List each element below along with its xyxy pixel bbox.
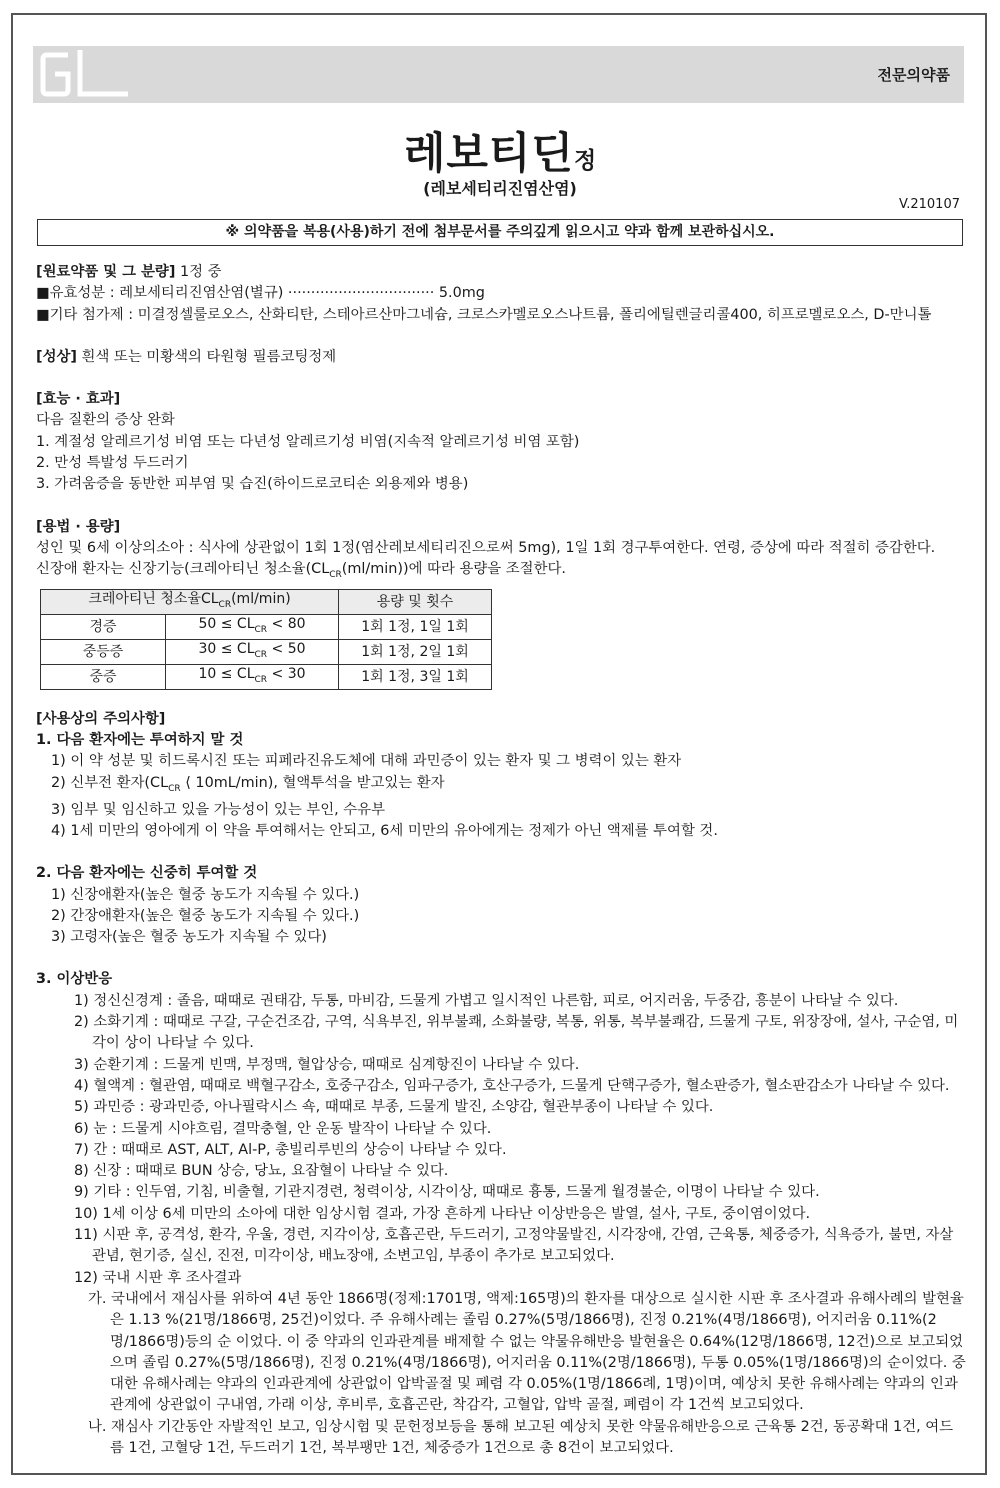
text-fragment: < 80 bbox=[267, 616, 306, 633]
adverse-item: 2) 소화기계 : 때때로 구갈, 구순건조감, 구역, 식욕부진, 위부불쾌, 소화불량, 복통, 위통, 복부불쾌감, 드물게 구토, 위장장애, 설사, 구순염, 미각이 상이 나타날 수 있다. bbox=[74, 1014, 959, 1052]
text-fragment: (ml/min) bbox=[231, 591, 291, 608]
adverse-item: 10) 1세 이상 6세 미만의 소아에 대한 임상시험 결과, 가장 흔하게 나타난 이상반응은 발열, 설사, 구토, 중이염이었다. bbox=[74, 1205, 811, 1222]
adverse-item: 9) 기타 : 인두염, 기침, 비출혈, 기관지경련, 청력이상, 시각이상, 때때로 흉통, 드물게 월경불순, 이명이 나타날 수 있다. bbox=[74, 1184, 820, 1201]
dosage-line bbox=[36, 559, 966, 586]
adverse-item: 5) 과민증 : 광과민증, 아나필락시스 쇽, 때때로 부종, 드물게 발진, 소양감, 혈관부종이 나타날 수 있다. bbox=[74, 1099, 714, 1116]
efficacy-line: 1. 계절성 알레르기성 비염 또는 다년성 알레르기성 비염(지속적 알레르기성 비염 포함) bbox=[36, 433, 580, 450]
range-cell bbox=[166, 615, 339, 640]
severity-cell: 경증 bbox=[41, 615, 166, 640]
text-fragment: < 30 bbox=[267, 665, 306, 682]
table-header-dose: 용량 및 횟수 bbox=[339, 590, 492, 615]
active-ingredient: ■유효성분 : 레보세티리진염산염(별규) ································ 5.0mg bbox=[36, 285, 485, 302]
subscript: CR bbox=[168, 783, 181, 794]
table-header-row bbox=[41, 590, 492, 615]
storage-notice: ※ 의약품을 복용(사용)하기 전에 첨부문서를 주의깊게 읽으시고 약과 함께 보관하십시오. bbox=[37, 219, 963, 246]
efficacy-line: 3. 가려움증을 동반한 피부염 및 습진(하이드로코티손 외용제와 병용) bbox=[36, 476, 469, 493]
subscript: CR bbox=[254, 674, 268, 685]
adverse-reactions-title: 3. 이상반응 bbox=[36, 971, 113, 988]
excipients: ■기타 첨가제 : 미결정셀룰로오스, 산화티탄, 스테아르산마그네슘, 크로스카멜로오스나트륨, 폴리에틸렌글리콜400, 히프로멜로오스, D-만니톨 bbox=[36, 306, 932, 323]
contraindication-item: 3) 임부 및 임신하고 있을 가능성이 있는 부인, 수유부 bbox=[51, 801, 385, 818]
subscript: CR bbox=[218, 600, 232, 611]
leaflet-body bbox=[36, 262, 966, 1459]
dosage-table bbox=[40, 589, 492, 689]
product-ingredient: (레보세티리진염산염) bbox=[423, 179, 577, 198]
table-row bbox=[41, 664, 492, 689]
adverse-item: 11) 시판 후, 공격성, 환각, 우울, 경련, 지각이상, 호흡곤란, 두드러기, 고정약물발진, 시각장애, 간염, 근육통, 체중증가, 식욕증가, 불면, 자살관념, 현기증, 실신, 진전, 미각이상, 배뇨장애, 소변고임, 부종이 추가로 보고되었다. bbox=[74, 1227, 954, 1265]
efficacy-heading: [효능 · 효과] bbox=[36, 391, 121, 408]
dosage-line: 성인 및 6세 이상의소아 : 식사에 상관없이 1회 1정(염산레보세티리진으로써 5mg), 1일 1회 경구투여한다. 연령, 증상에 따라 적절히 증감한다. bbox=[36, 539, 936, 556]
subscript: CR bbox=[254, 649, 268, 660]
range-cell bbox=[166, 640, 339, 665]
header-bar bbox=[33, 46, 964, 103]
table-row bbox=[41, 615, 492, 640]
dosage-heading: [용법 · 용량] bbox=[36, 518, 121, 535]
text-fragment: 30 ≤ CL bbox=[198, 641, 255, 658]
precautions-heading: [사용상의 주의사항] bbox=[36, 710, 166, 727]
composition-section bbox=[36, 262, 966, 283]
document-version: V.210107 bbox=[899, 197, 960, 212]
dose-cell: 1회 1정, 2일 1회 bbox=[339, 640, 492, 665]
product-name: 레보티딘 bbox=[403, 129, 574, 179]
text-fragment: ⟨ 10mL/min), 혈액투석을 받고있는 환자 bbox=[180, 774, 445, 791]
survey-result: 가. 국내에서 재심사를 위하여 4년 동안 1866명(정제:1701명, 액제:165명)의 환자를 대상으로 실시한 시판 후 조사결과 유해사례의 발현율은 1.13 %(21명/1866명, 25건)이었다. 주 유해사례는 졸림 0.27%(5명/1866명), 진정 0.21%(4명/1866명), 어지러움 0.11%(2명/1866명)등의 순 이었다. 이 중 약과의 인과관계를 배제할 수 없는 약물유해반응 발현율은 0.64%(12명/1866명, 12건)으로 보고되었으며 졸림 0.27%(5명/1866명), 진정 0.21%(4명/1866명), 어지러움 0.11%(2명/1866명), 두통 0.05%(1명/1866명)의 순이었다. 중대한 유해사례는 약과의 인과관계에 상관없이 압박골절 및 폐렴 각 0.05%(1명/1866례, 1명)이며, 예상치 못한 유해사례는 약과의 인과관계에 상관없이 구내염, 가래 이상, 후비루, 호흡곤란, 착감각, 고혈압, 압박 골절, 폐렴이 각 1건씩 보고되었다. bbox=[88, 1290, 966, 1414]
adverse-item: 12) 국내 시판 후 조사결과 bbox=[74, 1269, 242, 1286]
contraindications-title: 1. 다음 환자에는 투여하지 말 것 bbox=[36, 731, 244, 748]
range-cell bbox=[166, 664, 339, 689]
appearance-section bbox=[36, 347, 966, 368]
adverse-item: 7) 간 : 때때로 AST, ALT, Al-P, 총빌리루빈의 상승이 나타날 수 있다. bbox=[74, 1141, 507, 1158]
contraindication-item: 4) 1세 미만의 영아에게 이 약을 투여해서는 안되고, 6세 미만의 유아에게는 정제가 아닌 액제를 투여할 것. bbox=[51, 822, 718, 839]
company-logo-icon bbox=[38, 46, 128, 103]
composition-basis: 1정 중 bbox=[175, 264, 222, 280]
contraindication-item: 1) 이 약 성분 및 히드록시진 또는 피페라진유도체에 대해 과민증이 있는 환자 및 그 병력이 있는 환자 bbox=[51, 753, 682, 770]
subscript: CR bbox=[254, 625, 268, 636]
appearance-text: 흰색 또는 미황색의 타원형 필름코팅정제 bbox=[76, 348, 337, 365]
caution-item: 3) 고령자(높은 혈중 농도가 지속될 수 있다) bbox=[51, 929, 327, 946]
adverse-item: 3) 순환기계 : 드물게 빈맥, 부정맥, 혈압상승, 때때로 심계항진이 나타날 수 있다. bbox=[74, 1056, 580, 1073]
text-fragment: 크레아티닌 청소율CL bbox=[88, 591, 219, 608]
caution-item: 2) 간장애환자(높은 혈중 농도가 지속될 수 있다.) bbox=[51, 907, 360, 924]
text-fragment: 10 ≤ CL bbox=[198, 665, 255, 682]
dose-cell: 1회 1정, 1일 1회 bbox=[339, 615, 492, 640]
severity-cell: 중증 bbox=[41, 664, 166, 689]
adverse-item: 8) 신장 : 때때로 BUN 상승, 당뇨, 요잠혈이 나타날 수 있다. bbox=[74, 1163, 449, 1180]
caution-title: 2. 다음 환자에는 신중히 투여할 것 bbox=[36, 865, 258, 882]
adverse-item: 1) 정신신경계 : 졸음, 때때로 권태감, 두통, 마비감, 드물게 가볍고 일시적인 나른함, 피로, 어지러움, 두중감, 흥분이 나타날 수 있다. bbox=[74, 992, 899, 1009]
text-fragment: 2) 신부전 환자(CL bbox=[51, 774, 169, 791]
dose-cell: 1회 1정, 3일 1회 bbox=[339, 664, 492, 689]
prescription-category: 전문의약품 bbox=[877, 66, 950, 84]
table-row bbox=[41, 640, 492, 665]
efficacy-line: 다음 질환의 증상 완화 bbox=[36, 412, 175, 429]
text-fragment: (ml/min))에 따라 용량을 조절한다. bbox=[341, 561, 566, 578]
text-fragment: < 50 bbox=[267, 641, 306, 658]
contraindication-item bbox=[36, 773, 966, 800]
severity-cell: 중등증 bbox=[41, 640, 166, 665]
subscript: CR bbox=[329, 570, 342, 581]
survey-result: 나. 재심사 기간동안 자발적인 보고, 임상시험 및 문헌정보등을 통해 보고된 예상치 못한 약물유해반응으로 근육통 2건, 동공확대 1건, 여드름 1건, 고혈당 1건, 두드러기 1건, 복부팽만 1건, 체중증가 1건으로 총 8건이 보고되었다. bbox=[88, 1418, 954, 1456]
adverse-item: 4) 혈액계 : 혈관염, 때때로 백혈구감소, 호중구감소, 임파구증가, 호산구증가, 드물게 단핵구증가, 혈소판증가, 혈소판감소가 나타날 수 있다. bbox=[74, 1077, 950, 1094]
product-title bbox=[0, 120, 1000, 181]
text-fragment: 50 ≤ CL bbox=[198, 616, 255, 633]
composition-heading: [원료약품 및 그 분량] bbox=[36, 264, 176, 280]
table-header-clearance bbox=[41, 590, 339, 615]
text-fragment: 신장애 환자는 신장기능(크레아티닌 청소율(CL bbox=[36, 561, 330, 578]
product-form: 정 bbox=[573, 148, 597, 174]
efficacy-line: 2. 만성 특발성 두드러기 bbox=[36, 455, 189, 472]
adverse-item: 6) 눈 : 드물게 시야흐림, 결막충혈, 안 운동 발작이 나타날 수 있다. bbox=[74, 1120, 492, 1137]
appearance-heading: [성상] bbox=[36, 348, 77, 365]
caution-item: 1) 신장애환자(높은 혈중 농도가 지속될 수 있다.) bbox=[51, 886, 360, 903]
